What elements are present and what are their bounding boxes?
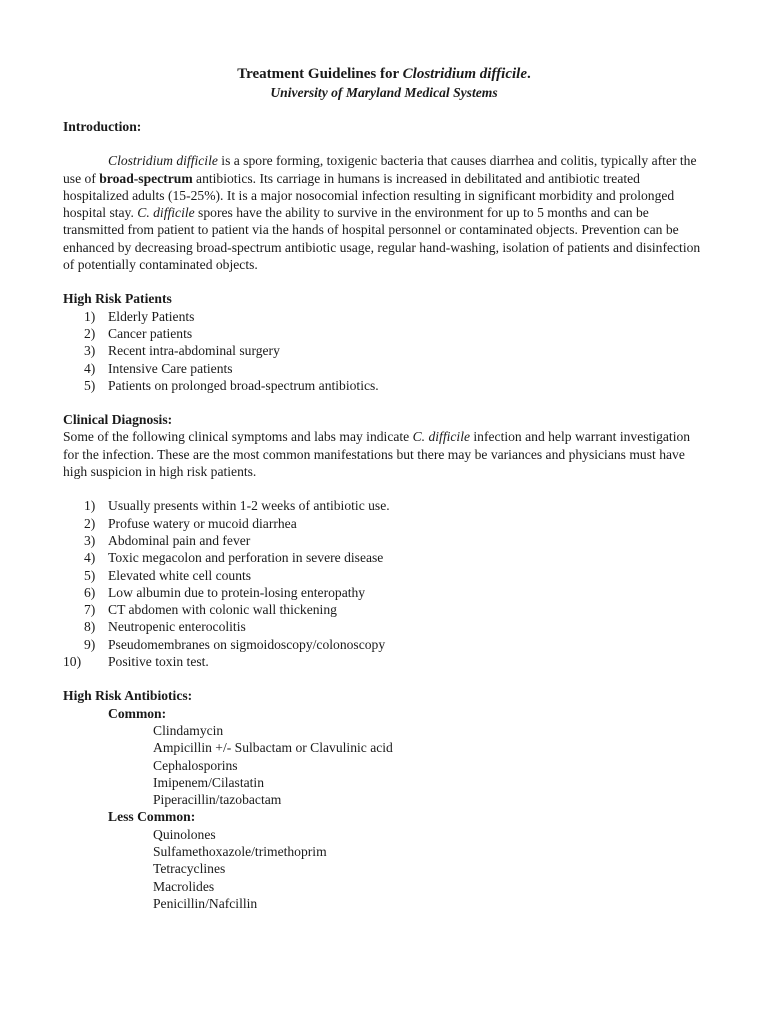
document-title — [63, 65, 705, 83]
clinical-diagnosis-list — [63, 497, 705, 670]
introduction-paragraph — [63, 152, 705, 273]
organism-abbrev: C. difficile — [412, 429, 470, 445]
list-number: 5) — [84, 377, 96, 393]
clinical-diagnosis-paragraph — [63, 428, 705, 480]
list-number: 3) — [84, 343, 96, 359]
list-item — [63, 325, 705, 342]
antibiotic-item: Piperacillin/tazobactam — [153, 792, 282, 808]
institution-subtitle: University of Maryland Medical Systems — [270, 85, 498, 100]
list-item-text: Elevated white cell counts — [108, 567, 252, 583]
list-number: 2) — [84, 325, 96, 341]
list-item-text: Positive toxin test. — [108, 654, 209, 670]
title-suffix: . — [526, 66, 531, 82]
list-number: 3) — [84, 532, 96, 548]
antibiotic-item: Ampicillin +/- Sulbactam or Clavulinic acid — [153, 740, 393, 756]
list-item — [63, 653, 705, 670]
intro-text-b: antibiotics. Its carriage in humans is increased in debilitated and antibiotic treated hospitalized adults (15-25%). It is a major nosocomial infection resulting in significant morbidity and prolonged hospital stay. — [63, 170, 675, 221]
list-item — [63, 601, 705, 618]
list-item-text: Elderly Patients — [108, 308, 195, 324]
intro-bold-term: broad-spectrum — [99, 170, 193, 186]
list-item-text: CT abdomen with colonic wall thickening — [108, 602, 337, 618]
intro-text-c: spores have the ability to survive in the environment for up to 5 months and can be transmitted from patient to patient via the hands of hospital personnel or contaminated objects. Prevention can be enhanced by decreasing broad-spectrum antibiotic usage, regular hand-washing, isolation of patients and disinfection of potentially contaminated objects. — [63, 205, 701, 273]
organism-abbrev: C. difficile — [137, 205, 195, 221]
list-item-text: Intensive Care patients — [108, 360, 233, 376]
list-number: 9) — [84, 636, 96, 652]
list-item-text: Toxic megacolon and perforation in severe disease — [108, 550, 384, 566]
title-organism: Clostridium difficile — [402, 66, 527, 82]
common-label: Common: — [108, 705, 167, 721]
antibiotic-item: Penicillin/Nafcillin — [153, 895, 258, 911]
list-number: 7) — [84, 602, 96, 618]
list-item-text: Profuse watery or mucoid diarrhea — [108, 515, 297, 531]
list-item-text: Cancer patients — [108, 325, 193, 341]
list-number: 5) — [84, 567, 96, 583]
list-number: 10) — [63, 654, 82, 670]
high-risk-patients-heading: High Risk Patients — [63, 291, 172, 307]
introduction-heading: Introduction: — [63, 119, 142, 134]
antibiotic-item: Clindamycin — [153, 722, 224, 738]
list-number: 1) — [84, 498, 96, 514]
list-item — [63, 515, 705, 532]
high-risk-patients-list — [63, 308, 705, 394]
list-item — [63, 618, 705, 635]
title-prefix: Treatment Guidelines for — [237, 66, 403, 82]
list-item-text: Abdominal pain and fever — [108, 532, 251, 548]
list-number: 6) — [84, 584, 96, 600]
list-number: 4) — [84, 550, 96, 566]
list-number: 8) — [84, 619, 96, 635]
list-item — [63, 377, 705, 394]
antibiotic-item: Sulfamethoxazole/trimethoprim — [153, 843, 327, 859]
list-number: 1) — [84, 308, 96, 324]
list-item-text: Patients on prolonged broad-spectrum antibiotics. — [108, 377, 379, 393]
list-item — [63, 584, 705, 601]
antibiotic-item: Cephalosporins — [153, 757, 238, 773]
list-item — [63, 636, 705, 653]
antibiotic-item: Imipenem/Cilastatin — [153, 774, 264, 790]
list-number: 4) — [84, 360, 96, 376]
document-page — [63, 65, 705, 912]
list-item — [63, 532, 705, 549]
list-item-text: Neutropenic enterocolitis — [108, 619, 246, 635]
list-item — [63, 497, 705, 514]
diagnosis-text-a: Some of the following clinical symptoms and labs may indicate — [63, 429, 413, 445]
list-item-text: Recent intra-abdominal surgery — [108, 343, 280, 359]
list-item — [63, 308, 705, 325]
clinical-diagnosis-heading: Clinical Diagnosis: — [63, 412, 173, 428]
intro-text-a: is a spore forming, toxigenic bacteria that causes diarrhea and colitis, typically after the use of — [63, 153, 697, 186]
antibiotic-item: Tetracyclines — [153, 861, 226, 877]
list-item-text: Pseudomembranes on sigmoidoscopy/colonoscopy — [108, 636, 386, 652]
list-item-text: Usually presents within 1-2 weeks of antibiotic use. — [108, 498, 390, 514]
list-item — [63, 342, 705, 359]
list-item — [63, 567, 705, 584]
list-item — [63, 360, 705, 377]
antibiotic-item: Macrolides — [153, 878, 215, 894]
organism-name: Clostridium difficile — [108, 153, 218, 169]
diagnosis-text-b: infection and help warrant investigation for the infection. These are the most common manifestations but there may be variances and physicians must have high suspicion in high risk patients. — [63, 429, 691, 480]
high-risk-antibiotics-heading: High Risk Antibiotics: — [63, 688, 193, 704]
less-common-label: Less Common: — [108, 809, 196, 825]
antibiotic-item: Quinolones — [153, 826, 216, 842]
list-item-text: Low albumin due to protein-losing enteropathy — [108, 584, 366, 600]
list-item — [63, 549, 705, 566]
list-number: 2) — [84, 515, 96, 531]
